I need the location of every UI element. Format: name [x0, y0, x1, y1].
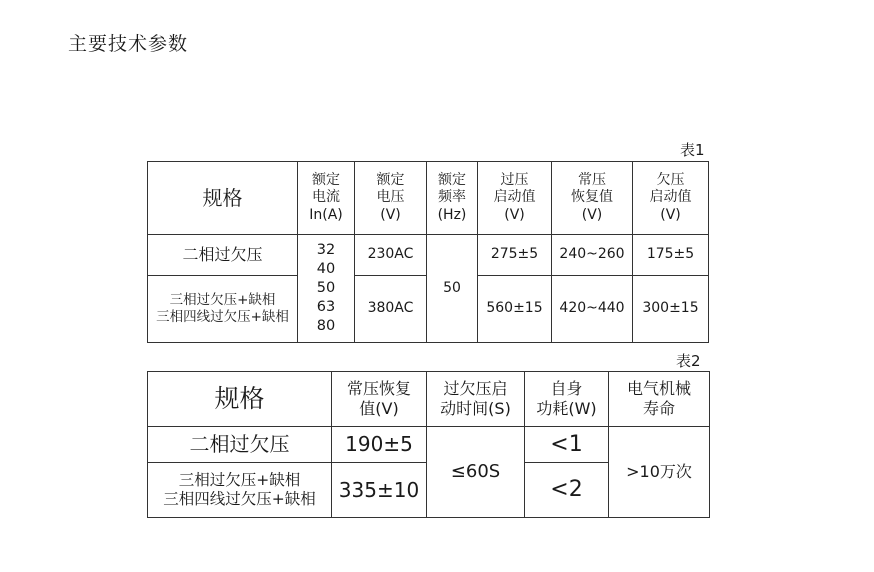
t2-row2-power: <2 — [525, 463, 609, 518]
t2-time-value: ≤60S — [427, 427, 525, 518]
row1-recover: 240~260 — [552, 235, 633, 276]
row1-uv-start: 175±5 — [633, 235, 709, 276]
table2-caption: 表2 — [676, 352, 701, 370]
t2-row1-power: <1 — [525, 427, 609, 463]
header-rated-current: 额定 电流 In(A) — [298, 162, 355, 235]
spec-table-2 — [147, 371, 710, 518]
header-rated-frequency: 额定 频率 (Hz) — [427, 162, 478, 235]
row2-voltage: 380AC — [355, 276, 427, 343]
header-normal-recover: 常压 恢复值 (V) — [552, 162, 633, 235]
row2-recover: 420~440 — [552, 276, 633, 343]
header-uv-start: 欠压 启动值 (V) — [633, 162, 709, 235]
t2-row2-recover: 335±10 — [332, 463, 427, 518]
t2-row2-spec: 三相过欠压+缺相 三相四线过欠压+缺相 — [148, 463, 332, 518]
t2-header-spec: 规格 — [148, 372, 332, 427]
header-ov-start: 过压 启动值 (V) — [478, 162, 552, 235]
table1-caption: 表1 — [680, 141, 705, 159]
t2-row1-spec: 二相过欠压 — [148, 427, 332, 463]
t2-life-value: >10万次 — [609, 427, 710, 518]
row1-voltage: 230AC — [355, 235, 427, 276]
t2-header-time: 过欠压启 动时间(S) — [427, 372, 525, 427]
current-values: 32 40 50 63 80 — [298, 235, 355, 343]
row2-uv-start: 300±15 — [633, 276, 709, 343]
spec-table-1 — [147, 161, 709, 343]
row2-ov-start: 560±15 — [478, 276, 552, 343]
header-spec: 规格 — [148, 162, 298, 235]
t2-header-life: 电气机械 寿命 — [609, 372, 710, 427]
t2-header-power: 自身 功耗(W) — [525, 372, 609, 427]
row2-spec: 三相过欠压+缺相 三相四线过欠压+缺相 — [148, 276, 298, 343]
row1-ov-start: 275±5 — [478, 235, 552, 276]
t2-row1-recover: 190±5 — [332, 427, 427, 463]
header-rated-voltage: 额定 电压 (V) — [355, 162, 427, 235]
page-title: 主要技术参数 — [68, 33, 189, 55]
frequency-value: 50 — [427, 235, 478, 343]
row1-spec: 二相过欠压 — [148, 235, 298, 276]
t2-header-recover: 常压恢复 值(V) — [332, 372, 427, 427]
